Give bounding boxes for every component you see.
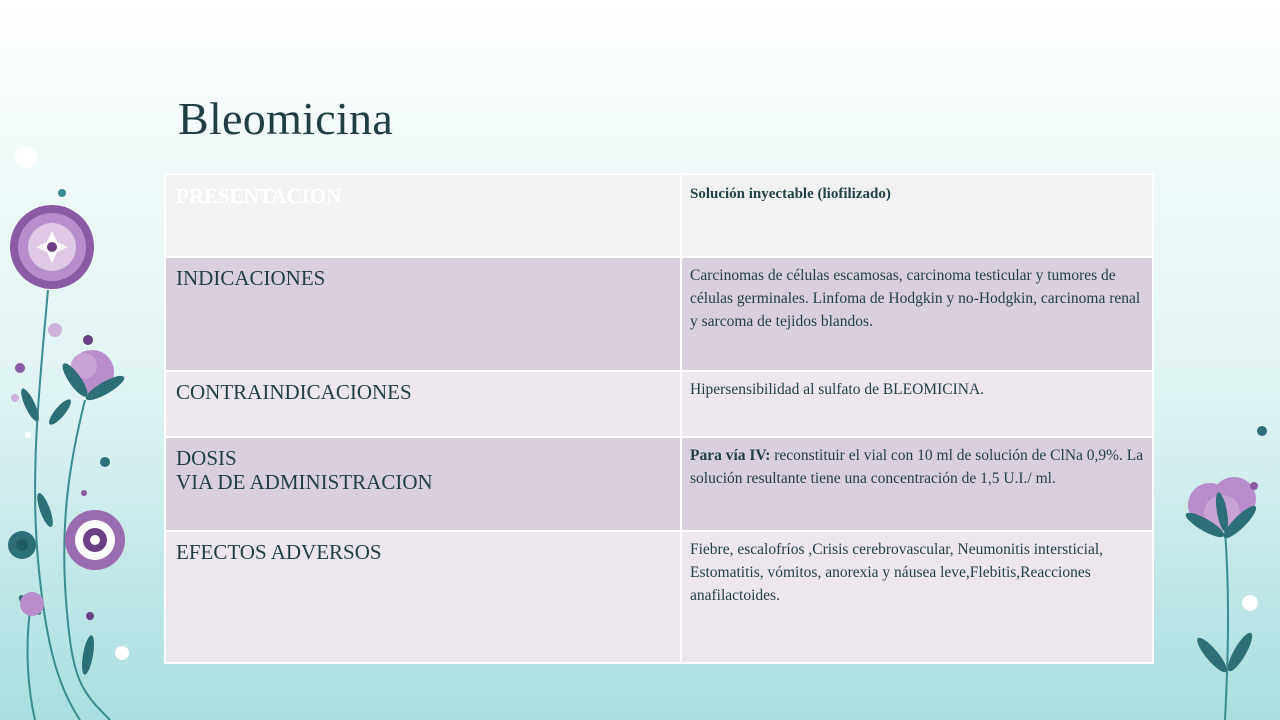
dot	[81, 490, 87, 496]
dot	[83, 335, 93, 345]
left-stem-3	[28, 610, 35, 720]
leaf	[1214, 491, 1231, 532]
dot	[58, 189, 66, 197]
leaf	[18, 387, 42, 424]
table-row-efectos	[165, 531, 1153, 663]
dot	[100, 457, 110, 467]
leaf	[80, 634, 97, 675]
flower-large-top-left	[10, 205, 94, 289]
leaf	[83, 372, 127, 404]
dot	[86, 612, 94, 620]
table-row-contraindicaciones	[165, 371, 1153, 437]
starburst	[16, 539, 28, 551]
row-label-presentacion: PRESENTACION	[165, 174, 681, 257]
dot	[25, 432, 31, 438]
row-value-contraindicaciones: Hipersensibilidad al sulfato de BLEOMICINA.	[681, 371, 1153, 437]
starburst	[8, 531, 36, 559]
leaf	[34, 491, 56, 528]
table-row-presentacion	[165, 174, 1153, 257]
row-label-dosis-line2: VIA DE ADMINISTRACION	[176, 470, 433, 494]
starburst	[115, 646, 129, 660]
left-stem-2	[64, 400, 110, 720]
dot	[1257, 426, 1267, 436]
row-value-indicaciones: Carcinomas de células escamosas, carcinoma testicular y tumores de células germinales. Linfoma de Hodgkin y no-Hodgkin, carcinoma renal y sarcoma de tejidos blandos.	[681, 257, 1153, 371]
slide-title: Bleomicina	[178, 93, 394, 144]
leaf	[59, 360, 92, 400]
row-label-contraindicaciones: CONTRAINDICACIONES	[165, 371, 681, 437]
flower-ring-left	[65, 510, 125, 570]
row-value-presentacion: Solución inyectable (liofilizado)	[681, 174, 1153, 257]
right-stem	[1225, 530, 1228, 720]
leaf	[1183, 509, 1227, 541]
row-label-indicaciones: INDICACIONES	[165, 257, 681, 371]
flower-bud-bottom-left	[20, 592, 44, 616]
dot	[15, 363, 25, 373]
row-label-efectos: EFECTOS ADVERSOS	[165, 531, 681, 663]
dot	[48, 323, 62, 337]
leaf	[1193, 634, 1230, 675]
starburst	[15, 146, 37, 168]
table-row-indicaciones	[165, 257, 1153, 371]
row-value-dosis-route: Para vía IV:	[690, 447, 771, 464]
table-row-dosis	[165, 437, 1153, 531]
leaf	[16, 592, 44, 618]
starburst	[1242, 595, 1258, 611]
leaf	[46, 397, 74, 428]
row-label-dosis	[165, 437, 681, 531]
leaf	[1224, 630, 1256, 674]
row-value-dosis-text: reconstituir el vial con 10 ml de solución de ClNa 0,9%. La solución resultante tiene una concentración de 1,5 U.I./ ml.	[690, 447, 1144, 487]
flower-right	[1188, 477, 1256, 531]
row-value-dosis	[681, 437, 1153, 531]
dot	[1250, 482, 1258, 490]
drug-info-table	[164, 173, 1154, 664]
dot	[11, 394, 19, 402]
left-stem-1	[35, 290, 80, 720]
flower-mid-left	[70, 350, 114, 394]
row-label-dosis-line1: DOSIS	[176, 446, 237, 470]
leaf	[1220, 502, 1260, 542]
row-value-efectos: Fiebre, escalofríos ,Crisis cerebrovascular, Neumonitis intersticial, Estomatitis, vómitos, anorexia y náusea leve,Flebitis,Reacciones anafilactoides.	[681, 531, 1153, 663]
